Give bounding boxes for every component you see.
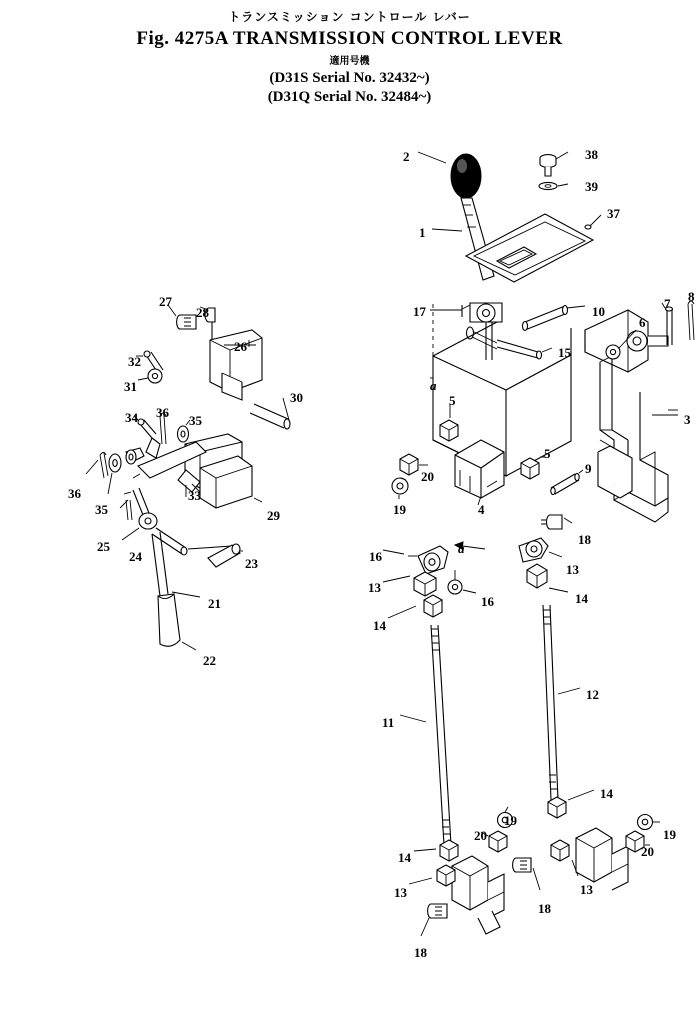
callout-12: 12 [586,687,599,702]
part-14b-nut [527,564,568,592]
callout-34: 34 [125,410,138,425]
callout-35: 35 [189,413,202,428]
part-12-rod [543,605,580,800]
callout-35: 35 [95,502,108,517]
callout-7: 7 [664,296,671,311]
callout-19: 19 [663,827,676,842]
callout-14: 14 [398,850,411,865]
callout-13: 13 [566,562,579,577]
callout-2: 2 [403,149,410,164]
callout-20: 20 [474,828,487,843]
callout-18: 18 [414,945,427,960]
callout-16: 16 [369,549,382,564]
callout-9: 9 [585,461,592,476]
bottom-right-bracket [576,828,628,890]
section-marker-a: a [458,541,465,556]
callout-8: 8 [688,289,695,304]
callout-15: 15 [558,345,571,360]
page-title: Fig. 4275A TRANSMISSION CONTROL LEVER [136,28,563,49]
part-34-arm [146,438,160,458]
callout-38: 38 [585,147,598,162]
callout-36: 36 [68,486,81,501]
callout-5: 5 [449,393,456,408]
callout-26: 26 [234,339,247,354]
callout-29: 29 [267,508,280,523]
callout-3: 3 [684,412,691,427]
part-9-pin [551,470,583,495]
callout-21: 21 [208,596,221,611]
callout-13: 13 [394,885,407,900]
part-39-washer [539,182,568,189]
callout-4: 4 [478,502,485,517]
part-15-rod [497,340,552,359]
callout-24: 24 [129,549,142,564]
section-marker-a: a [430,378,437,393]
callout-6: 6 [639,315,646,330]
callout-18: 18 [578,532,591,547]
part-26-bracket [210,316,262,400]
part-14a-nut [424,595,442,617]
part-13a-nut [414,572,436,596]
callout-20: 20 [641,844,654,859]
callout-32: 32 [128,354,141,369]
part-31-washer [138,369,162,383]
serial-range-d31s: (D31S Serial No. 32432~) [269,70,430,86]
part-18a-bolt [541,515,572,529]
callout-17: 17 [413,304,426,319]
part-8-cotter-pin [688,301,694,340]
part-38-bolt [540,152,568,176]
part-18b-bolt [513,858,540,890]
part-10-pin [523,306,586,331]
callout-19: 19 [504,813,517,828]
callout-36: 36 [156,405,169,420]
header-japanese-model-label: 適用号機 [329,56,370,67]
callout-14: 14 [575,591,588,606]
part-22-grip [158,594,196,650]
part-13c-nut [409,865,455,886]
part-18c-bolt [421,904,447,936]
part-14c-nut [548,790,594,818]
part-lever-pivot [430,303,502,322]
callout-10: 10 [592,304,605,319]
part-16b-ball-joint-ref [448,570,476,594]
part-35c-bushing [126,448,144,464]
part-14d-nut [414,840,458,861]
callout-23: 23 [245,556,258,571]
callout-1: 1 [419,225,426,240]
part-27-bolt [168,305,196,329]
callout-19: 19 [393,502,406,517]
bottom-left-bracket [452,856,504,934]
callout-30: 30 [290,390,303,405]
callout-27: 27 [159,294,172,309]
part-gear-knob [451,154,481,198]
callout-18: 18 [538,901,551,916]
part-13b-ball-joint [519,538,562,562]
callout-13: 13 [580,882,593,897]
callout-39: 39 [585,179,598,194]
part-4-bracket [455,440,504,505]
callout-28: 28 [196,305,209,320]
part-13d-nut [551,840,578,876]
callout-16: 16 [481,594,494,609]
part-5a-nut [440,404,458,441]
callout-11: 11 [382,715,395,730]
callout-20: 20 [421,469,434,484]
callout-31: 31 [124,379,137,394]
callout-22: 22 [203,653,216,668]
part-3-bracket [585,310,678,522]
part-19c-lockwasher [638,815,661,830]
header-japanese-title: トランスミッション コントロール レバー [228,10,471,24]
part-30-bolt [250,398,290,429]
callout-33: 33 [188,488,201,503]
part-11-rod [400,625,451,845]
callout-13: 13 [368,580,381,595]
serial-range-d31q: (D31Q Serial No. 32484~) [267,89,432,105]
part-5b-nut [521,457,545,479]
callout-14: 14 [600,786,613,801]
callout-5: 5 [544,446,551,461]
callout-14: 14 [373,618,386,633]
callout-25: 25 [97,539,110,554]
callout-37: 37 [607,206,620,221]
part-19a-lockwasher [392,478,408,499]
